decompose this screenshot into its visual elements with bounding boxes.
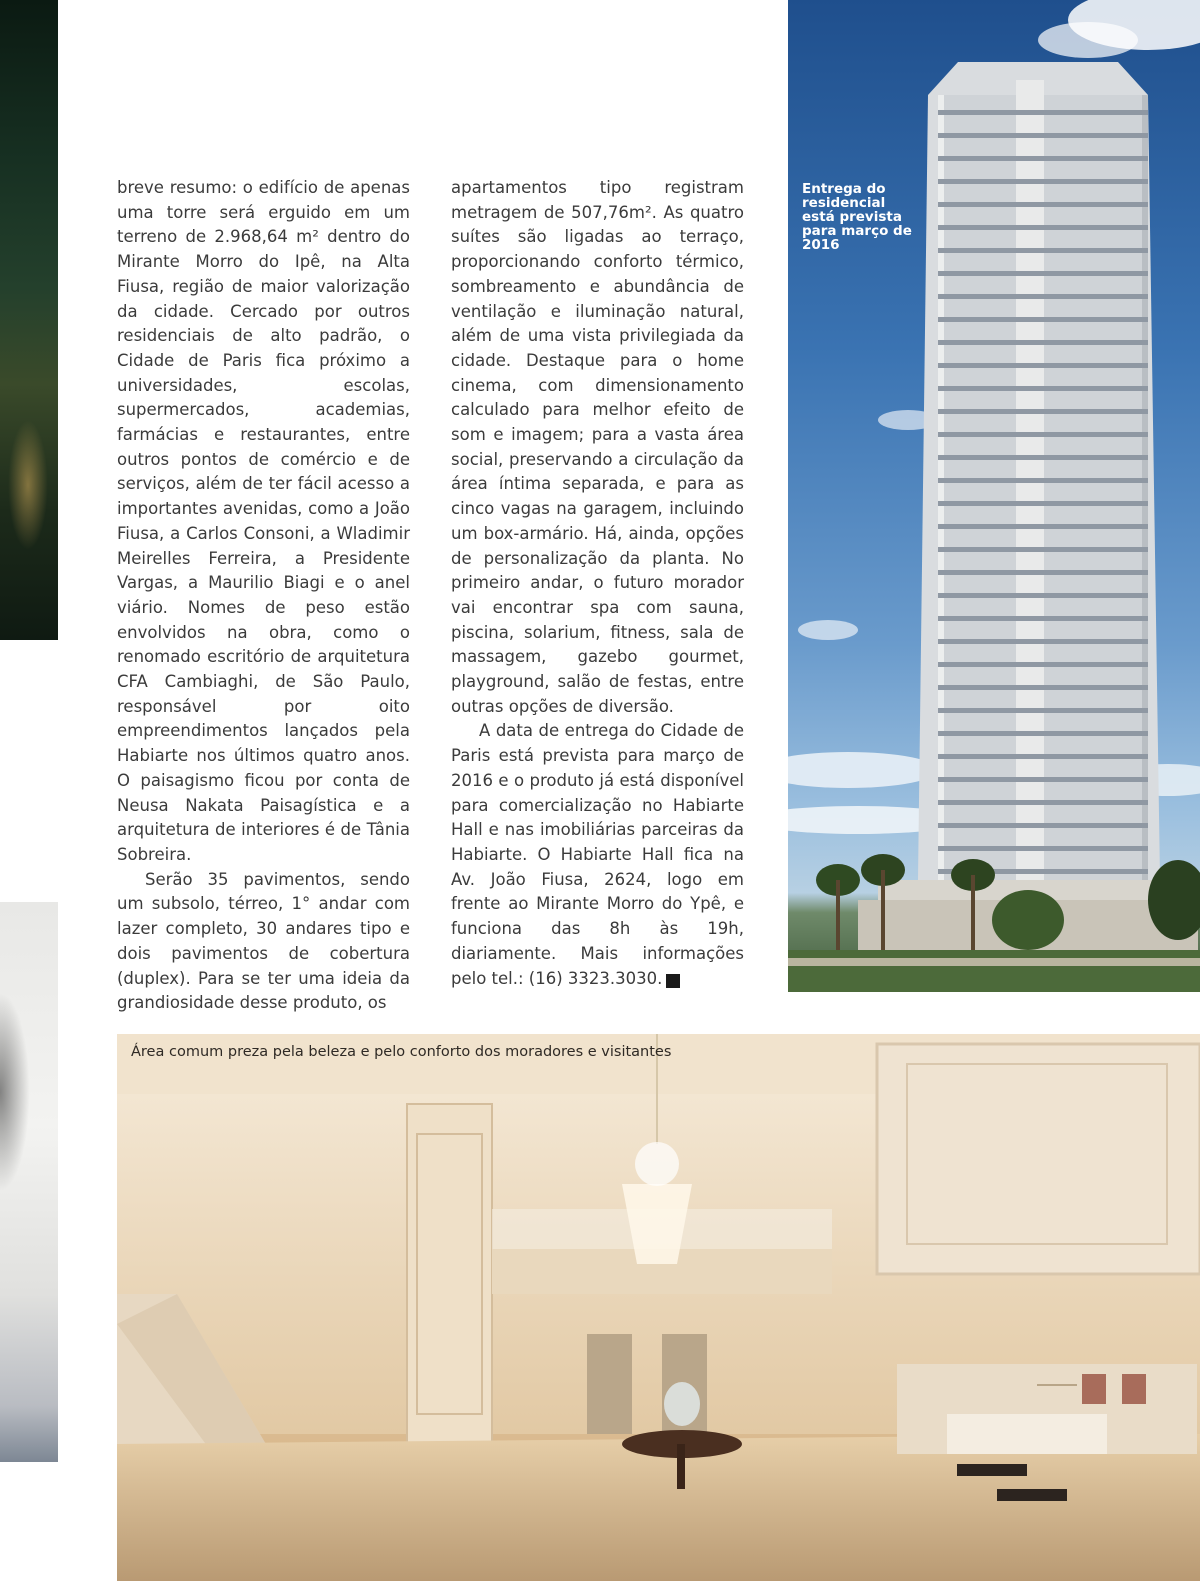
lobby-photo-caption: Área comum preza pela beleza e pelo conforto dos moradores e visitantes	[131, 1044, 672, 1060]
tower-floor-band	[938, 317, 1148, 322]
garden-night-photo-strip	[0, 0, 58, 640]
article-column-2	[451, 176, 744, 991]
article-paragraph	[451, 719, 744, 991]
article-paragraph-text: A data de entrega do Cidade de Paris está prevista para março de 2016 e o produto já está disponível para comercialização no Habiarte Hall e nas imobiliárias parceiras da Habiarte. O Habiarte Hall fica na Av. João Fiusa, 2624, logo em frente ao Mirante Morro do Ypê, e funciona das 8h às 19h, diariamente. Mais informações pelo tel.: (16) 3323.3030.	[451, 721, 744, 988]
lobby-rendering-photo	[117, 1034, 1200, 1581]
tower-floor-band	[938, 133, 1148, 138]
tower-floor-band	[938, 547, 1148, 552]
tower-photo-caption: Entrega do residencial está prevista para março de 2016	[802, 181, 912, 253]
tower-floor-band	[938, 570, 1148, 575]
article-column-1	[117, 176, 410, 1016]
tower-floor-band	[938, 202, 1148, 207]
portrait-photo-strip	[0, 902, 58, 1462]
tower-floor-band	[938, 156, 1148, 161]
tower-floor-band	[938, 593, 1148, 598]
tower-floor-band	[938, 616, 1148, 621]
article-paragraph: breve resumo: o edifício de apenas uma torre será erguido em um terreno de 2.968,64 m² dentro do Mirante Morro do Ipê, na Alta Fiusa, região de maior valorização da cidade. Cercado por outros residenciais de alto padrão, o Cidade de Paris fica próximo a universidades, escolas, supermercados, academias, farmácias e restaurantes, entre outros pontos de comércio e de serviços, além de ter fácil acesso a importantes avenidas, como a João Fiusa, a Carlos Consoni, a Wladimir Meirelles Ferreira, a Presidente Vargas, a Maurilio Biagi e o anel viário. Nomes de peso estão envolvidos na obra, como o renomado escritório de arquitetura CFA Cambiaghi, de São Paulo, responsável por oito empreendimentos lançados pela Habiarte nos últimos quatro anos. O paisagismo ficou por conta de Neusa Nakata Paisagística e a arquitetura de interiores é de Tânia Sobreira.	[117, 178, 410, 864]
tower-floor-band	[938, 271, 1148, 276]
tower-floor-band	[938, 179, 1148, 184]
tower-floor-band	[938, 225, 1148, 230]
tower-floor-band	[938, 478, 1148, 483]
tower-floor-band	[938, 777, 1148, 782]
tower-floor-band	[938, 639, 1148, 644]
tower-floor-band	[938, 754, 1148, 759]
tower-floor-band	[938, 524, 1148, 529]
article-paragraph: apartamentos tipo registram metragem de 507,76m². As quatro suítes são ligadas ao terraço, proporcionando conforto térmico, sombreamento e abundância de ventilação e iluminação natural, além de uma vista privilegiada da cidade. Destaque para o home cinema, com dimensionamento calculado para melhor efeito de som e imagem; para a vasta área social, preservando a circulação da área íntima separada, e para as cinco vagas na garagem, incluindo um box-armário. Há, ainda, opções de personalização da planta. No primeiro andar, o futuro morador vai encontrar spa com sauna, piscina, solarium, fitness, sala de massagem, gazebo gourmet, playground, salão de festas, entre outras opções de diversão.	[451, 178, 744, 716]
article-paragraph: Serão 35 pavimentos, sendo um subsolo, térreo, 1° andar com lazer completo, 30 andares tipo e dois pavimentos de cobertura (duplex). Para se ter uma ideia da grandiosidade desse produto, os	[117, 869, 410, 1013]
tower-floor-band	[938, 823, 1148, 828]
tower-floor-band	[938, 708, 1148, 713]
tower-floor-band	[938, 731, 1148, 736]
tower-floor-band	[938, 800, 1148, 805]
tower-rendering-photo	[788, 0, 1200, 992]
tower-floor-band	[938, 294, 1148, 299]
tower-floor-band	[938, 340, 1148, 345]
tower-floor-band	[938, 662, 1148, 667]
tower-floor-band	[938, 432, 1148, 437]
tower-illustration	[788, 0, 1200, 992]
tower-floor-band	[938, 386, 1148, 391]
tower-floor-band	[938, 409, 1148, 414]
tower-floor-band	[938, 363, 1148, 368]
end-of-article-mark: r	[666, 974, 680, 988]
tower-floor-band	[938, 685, 1148, 690]
tower-floor-band	[938, 846, 1148, 851]
lobby-illustration	[117, 1034, 1200, 1581]
tower-floor-band	[938, 110, 1148, 115]
tower-floor-band	[938, 455, 1148, 460]
tower-floor-band	[938, 248, 1148, 253]
tower-floor-band	[938, 501, 1148, 506]
